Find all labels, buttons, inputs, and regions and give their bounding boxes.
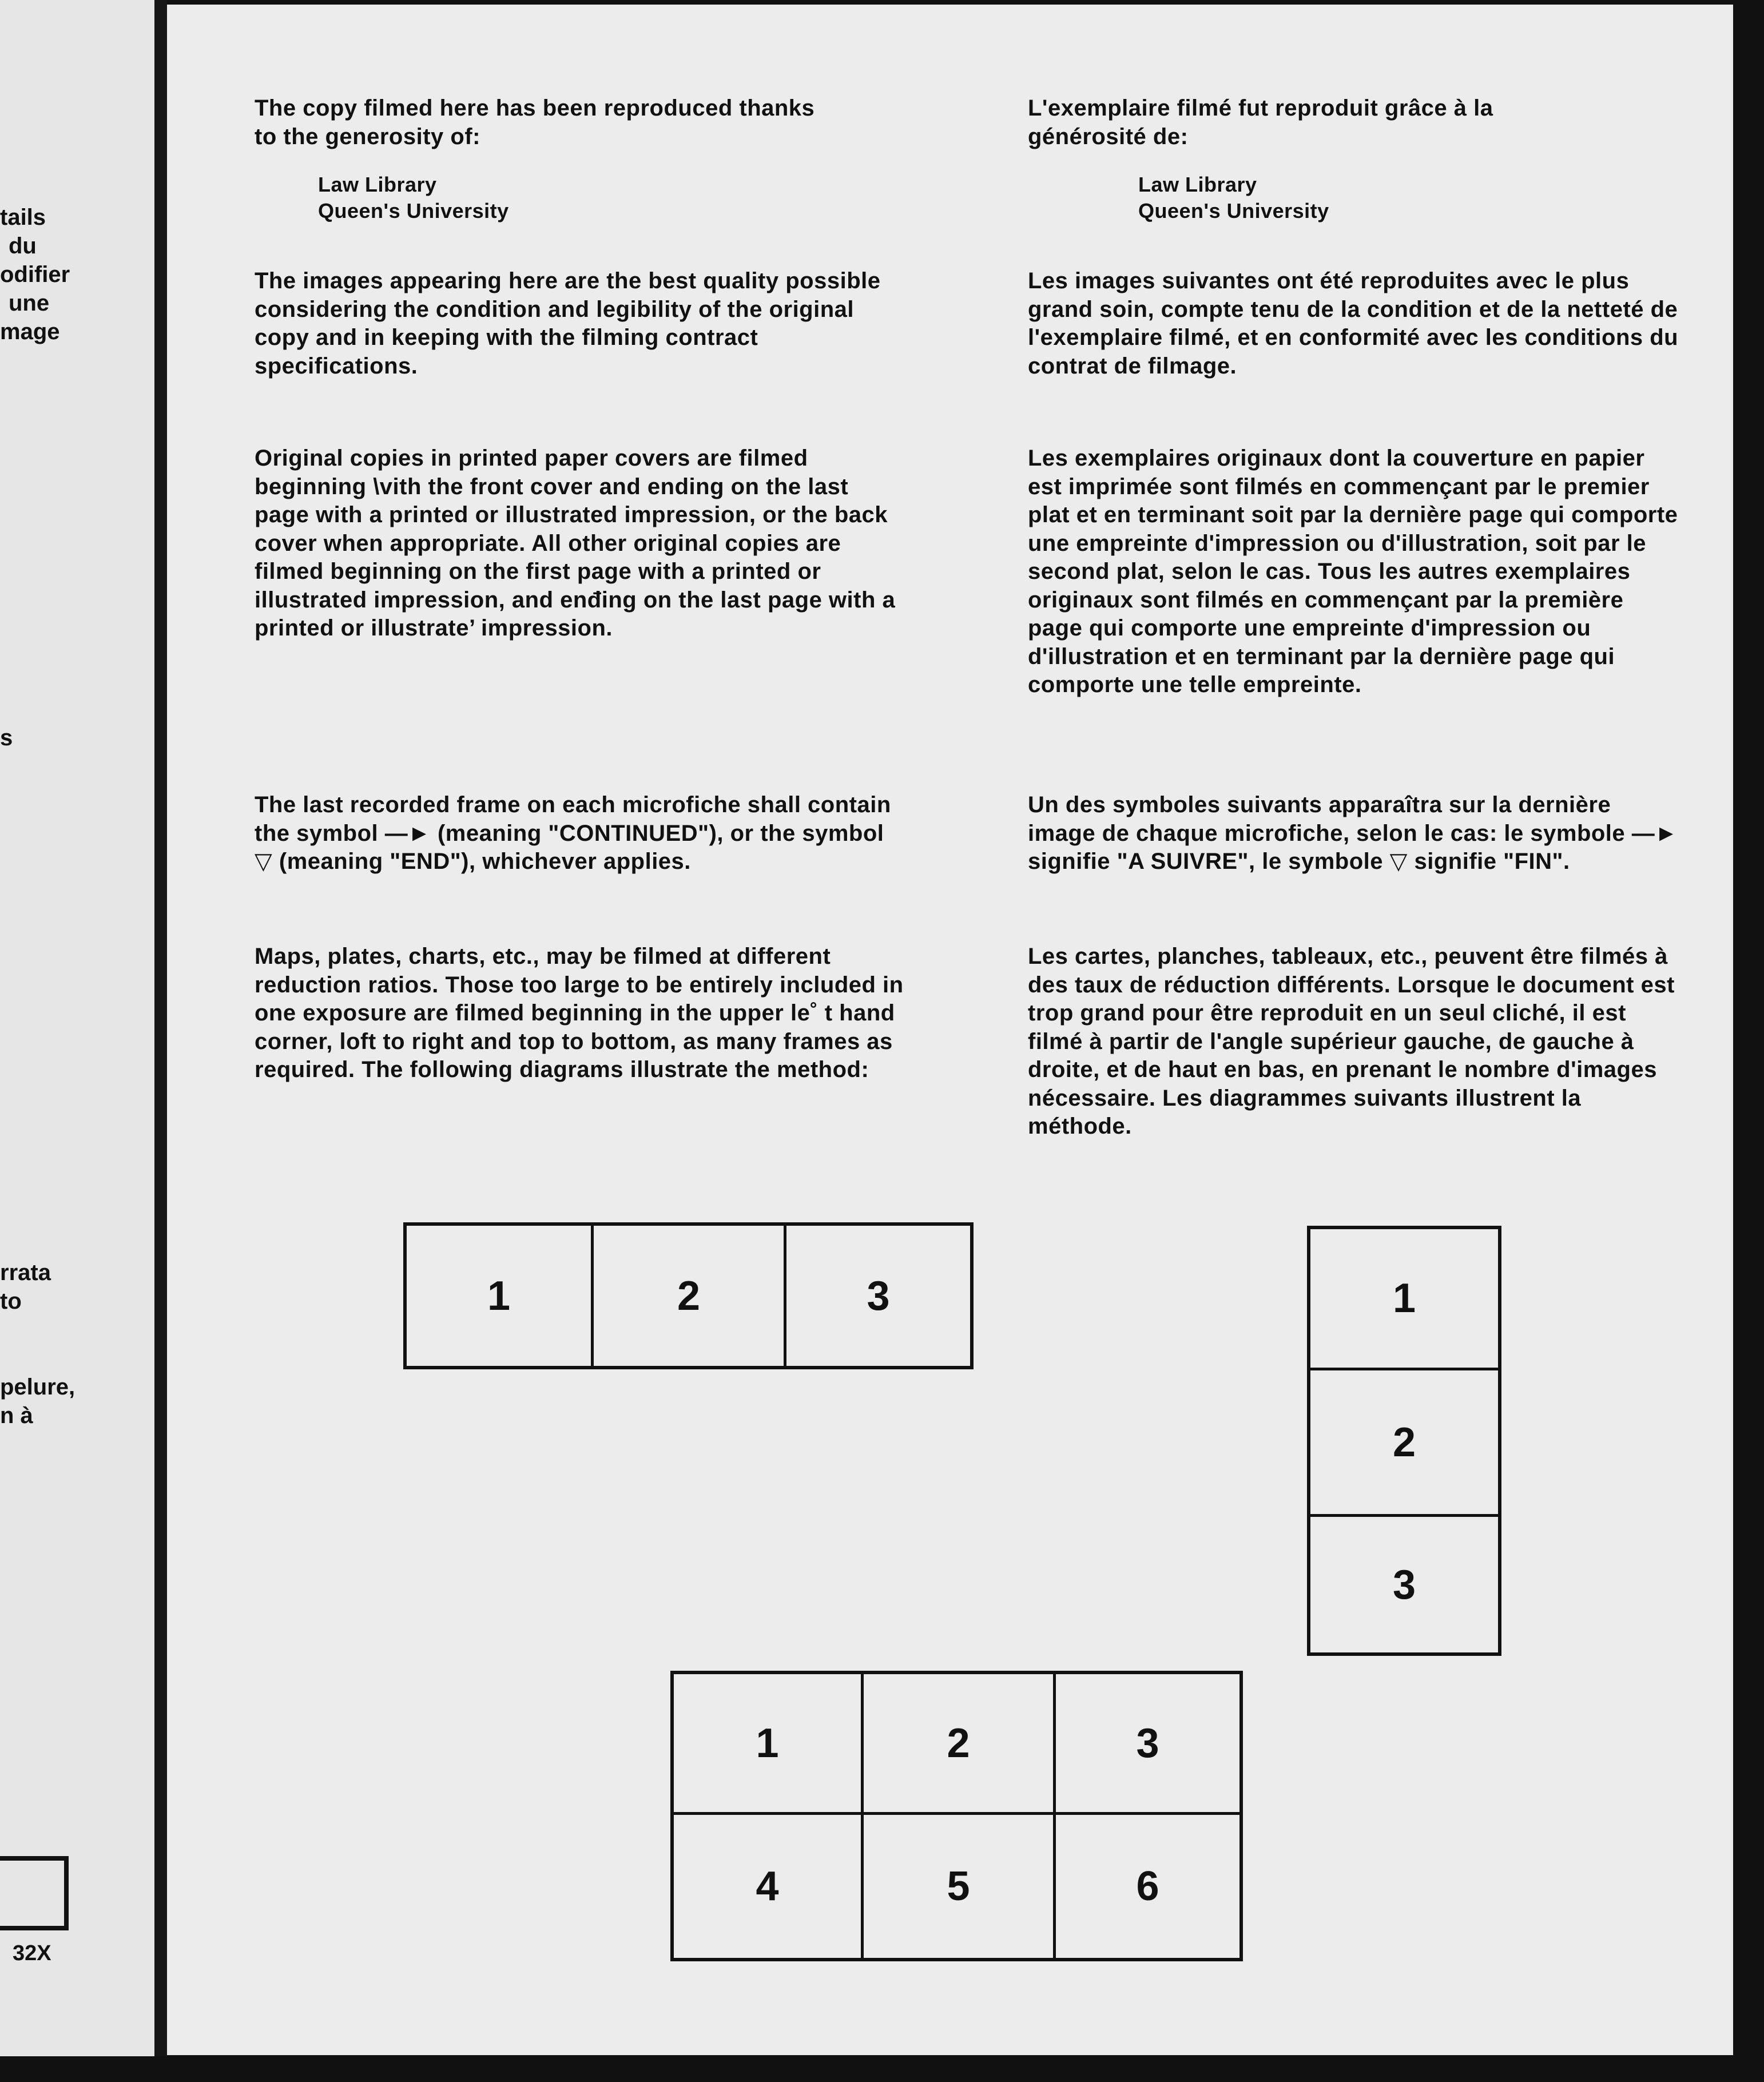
library-name: Law Library — [318, 173, 437, 196]
credit-intro-line: The copy filmed here has been reproduced thanks — [255, 96, 815, 121]
right-film-edge — [1733, 0, 1764, 2082]
university-name: Queen's University — [1138, 199, 1329, 222]
para-maps-fr: Les cartes, planches, tableaux, etc., peuvent être filmés à des taux de réduction différents. Lorsque le document est trop grand pour être reproduit en un seul cliché, il est filmé à partir de l'angle supérieur gauche, de gauche à droite, et de haut en bas, en prenant le nombre d'images nécessaire. Les diagrammes suivants illustrent la méthode. — [1028, 944, 1675, 1139]
frame-cell: 1 — [1310, 1229, 1498, 1370]
frame-cell: 1 — [674, 1674, 864, 1815]
para-quality-fr: Les images suivantes ont été reproduites avec le plus grand soin, compte tenu de la condition et de la netteté de l'exemplaire filmé, et en conformité avec les conditions du contrat de filmage. — [1028, 268, 1679, 379]
frame-cell: 3 — [1056, 1674, 1239, 1815]
credit-intro-fr — [1028, 94, 1680, 151]
library-name: Law Library — [1138, 173, 1257, 196]
para-original-fr: Les exemplaires originaux dont la couverture en papier est imprimée sont filmés en commençant par le premier plat et en terminant soit par la dernière page qui comporte une empreinte d'impression ou d'illustration, soit par le second plat, selon le cas. Tous les autres exemplaires originaux sont filmés en commençant par la première page qui comporte une empreinte d'impression ou d'illustration et en terminant par la dernière page qui comporte une telle empreinte. — [1028, 446, 1678, 697]
frame-cell: 5 — [864, 1815, 1056, 1958]
university-name: Queen's University — [318, 199, 509, 222]
frame-cell: 2 — [1310, 1370, 1498, 1517]
para-original-en: Original copies in printed paper covers are filmed beginning \vith the front cover and ending on the last page with a printed or illustrated impression, or the back cover when appropriate. All other original copies are filmed beginning on the first page with a printed or illustrated impression, and enđing on the last page with a printed or illustrate’ impression. — [255, 446, 896, 641]
para-maps-en: Maps, plates, charts, etc., may be filmed at different reduction ratios. Those too large to be entirely included in one exposure are filmed beginning in the upper le˚ t hand corner, loft to right and top to bottom, as many frames as required. The following diagrams illustrate the method: — [255, 944, 904, 1082]
margin-fragment: du — [9, 233, 37, 259]
credit-intro-line: to the generosity of: — [255, 124, 480, 149]
bottom-film-edge — [0, 2056, 1764, 2082]
frame-cell: 4 — [674, 1815, 864, 1958]
para-symbol-fr: Un des symboles suivants apparaîtra sur la dernière image de chaque microfiche, selon le cas: le symbole —► signifie "A SUIVRE", le symbole ▽ signifie "FIN". — [1028, 792, 1678, 874]
diagram-horizontal — [403, 1222, 974, 1369]
credit-intro-line: L'exemplaire filmé fut reproduit grâce à la — [1028, 96, 1493, 121]
frame-cell: 3 — [1392, 1562, 1416, 1608]
frame-cell: 3 — [867, 1273, 890, 1319]
credit-intro-en — [255, 94, 907, 151]
frame-cell: 6 — [1136, 1864, 1159, 1909]
frame-cell: 2 — [594, 1226, 786, 1366]
margin-fragment: tails — [0, 205, 46, 230]
margin-fragment: rrata — [0, 1260, 51, 1285]
library-credit-en — [318, 172, 509, 224]
credit-intro-line: générosité de: — [1028, 124, 1189, 149]
scale-label: 32X — [13, 1941, 51, 1965]
margin-fragment: s — [0, 725, 13, 750]
library-credit-fr — [1138, 172, 1329, 224]
page-gutter — [154, 0, 167, 2056]
frame-cell: 1 — [407, 1226, 594, 1366]
scale-box — [0, 1856, 69, 1930]
diagram-vertical — [1307, 1226, 1501, 1656]
para-quality-en: The images appearing here are the best quality possible considering the condition and legibility of the original copy and in keeping with the filming contract specifications. — [255, 268, 881, 379]
margin-fragment: mage — [0, 319, 60, 344]
previous-page-strip — [0, 0, 154, 2056]
para-symbol-en: The last recorded frame on each microfiche shall contain the symbol —► (meaning "CONTINUED"), or the symbol ▽ (meaning "END"), whichever applies. — [255, 792, 891, 874]
frame-cell: 2 — [864, 1674, 1056, 1815]
margin-fragment: une — [9, 291, 50, 316]
margin-fragment: n à — [0, 1403, 33, 1428]
margin-fragment: odifier — [0, 262, 70, 287]
diagram-grid — [670, 1671, 1243, 1961]
margin-fragment: pelure, — [0, 1374, 76, 1400]
margin-fragment: to — [0, 1289, 22, 1314]
